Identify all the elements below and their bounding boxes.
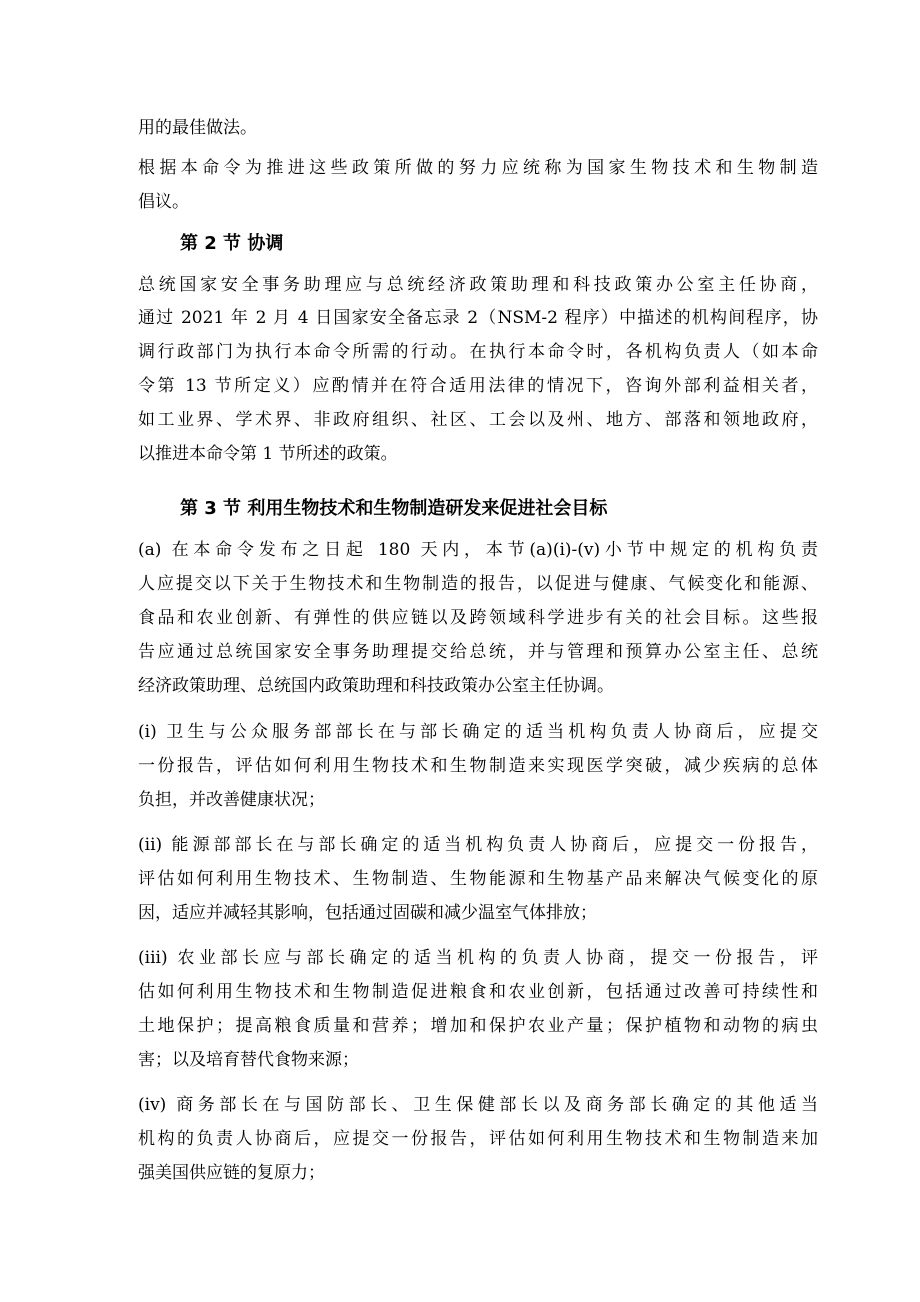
section-3a-ii-line-1: (ii) 能源部部长在与部长确定的适当机构负责人协商后，应提交一份报告， — [138, 835, 818, 855]
section-2-heading: 第 2 节 协调 — [180, 233, 284, 254]
section-3a-line-3: 食品和农业创新、有弹性的供应链以及跨领域科学进步有关的社会目标。这些报 — [138, 608, 818, 628]
section-3-heading: 第 3 节 利用生物技术和生物制造研发来促进社会目标 — [180, 498, 608, 519]
section-3a-i-line-1: (i) 卫生与公众服务部部长在与部长确定的适当机构负责人协商后，应提交 — [138, 722, 818, 742]
section-3a-line-5: 经济政策助理、总统国内政策助理和科技政策办公室主任协调。 — [138, 676, 614, 696]
section-2-line-4: 令第 13 节所定义）应酌情并在符合适用法律的情况下，咨询外部利益相关者， — [138, 376, 818, 396]
section-3a-i-line-2: 一份报告，评估如何利用生物技术和生物制造来实现医学突破，减少疾病的总体 — [138, 756, 818, 776]
section-3a-line-2: 人应提交以下关于生物技术和生物制造的报告，以促进与健康、气候变化和能源、 — [138, 574, 818, 594]
section-3a-i-line-3: 负担，并改善健康状况； — [138, 790, 325, 810]
section-2-line-3: 调行政部门为执行本命令所需的行动。在执行本命令时，各机构负责人（如本命 — [138, 342, 818, 362]
section-3a-iii-line-3: 土地保护；提高粮食质量和营养；增加和保护农业产量；保护植物和动物的病虫 — [138, 1016, 818, 1036]
intro-p1-line: 用的最佳做法。 — [138, 118, 257, 138]
section-3a-line-1: (a) 在本命令发布之日起 180 天内，本节(a)(i)-(v)小节中规定的机构负责 — [138, 540, 818, 560]
section-3a-iv-line-1: (iv) 商务部长在与国防部长、卫生保健部长以及商务部长确定的其他适当 — [138, 1095, 818, 1115]
section-2-line-5: 如工业界、学术界、非政府组织、社区、工会以及州、地方、部落和领地政府， — [138, 410, 818, 430]
section-3a-iv-line-2: 机构的负责人协商后，应提交一份报告，评估如何利用生物技术和生物制造来加 — [138, 1129, 818, 1149]
section-3a-iii-line-1: (iii) 农业部长应与部长确定的适当机构的负责人协商，提交一份报告，评 — [138, 948, 818, 968]
section-2-line-2: 通过 2021 年 2 月 4 日国家安全备忘录 2（NSM-2 程序）中描述的机构间程序，协 — [138, 308, 818, 328]
section-3a-iii-line-4: 害；以及培育替代食物来源； — [138, 1050, 359, 1070]
intro-p2-line-2: 倡议。 — [138, 192, 189, 212]
section-3a-ii-line-3: 因，适应并减轻其影响，包括通过固碳和减少温室气体排放； — [138, 903, 597, 923]
section-3a-iii-line-2: 估如何利用生物技术和生物制造促进粮食和农业创新，包括通过改善可持续性和 — [138, 982, 818, 1002]
section-3a-line-4: 告应通过总统国家安全事务助理提交给总统，并与管理和预算办公室主任、总统 — [138, 642, 818, 662]
section-3a-ii-line-2: 评估如何利用生物技术、生物制造、生物能源和生物基产品来解决气候变化的原 — [138, 869, 818, 889]
section-3a-iv-line-3: 强美国供应链的复原力； — [138, 1163, 325, 1183]
section-2-line-1: 总统国家安全事务助理应与总统经济政策助理和科技政策办公室主任协商， — [138, 275, 818, 295]
section-2-line-6: 以推进本命令第 1 节所述的政策。 — [138, 444, 398, 464]
intro-p2-line-1: 根据本命令为推进这些政策所做的努力应统称为国家生物技术和生物制造 — [138, 158, 818, 178]
